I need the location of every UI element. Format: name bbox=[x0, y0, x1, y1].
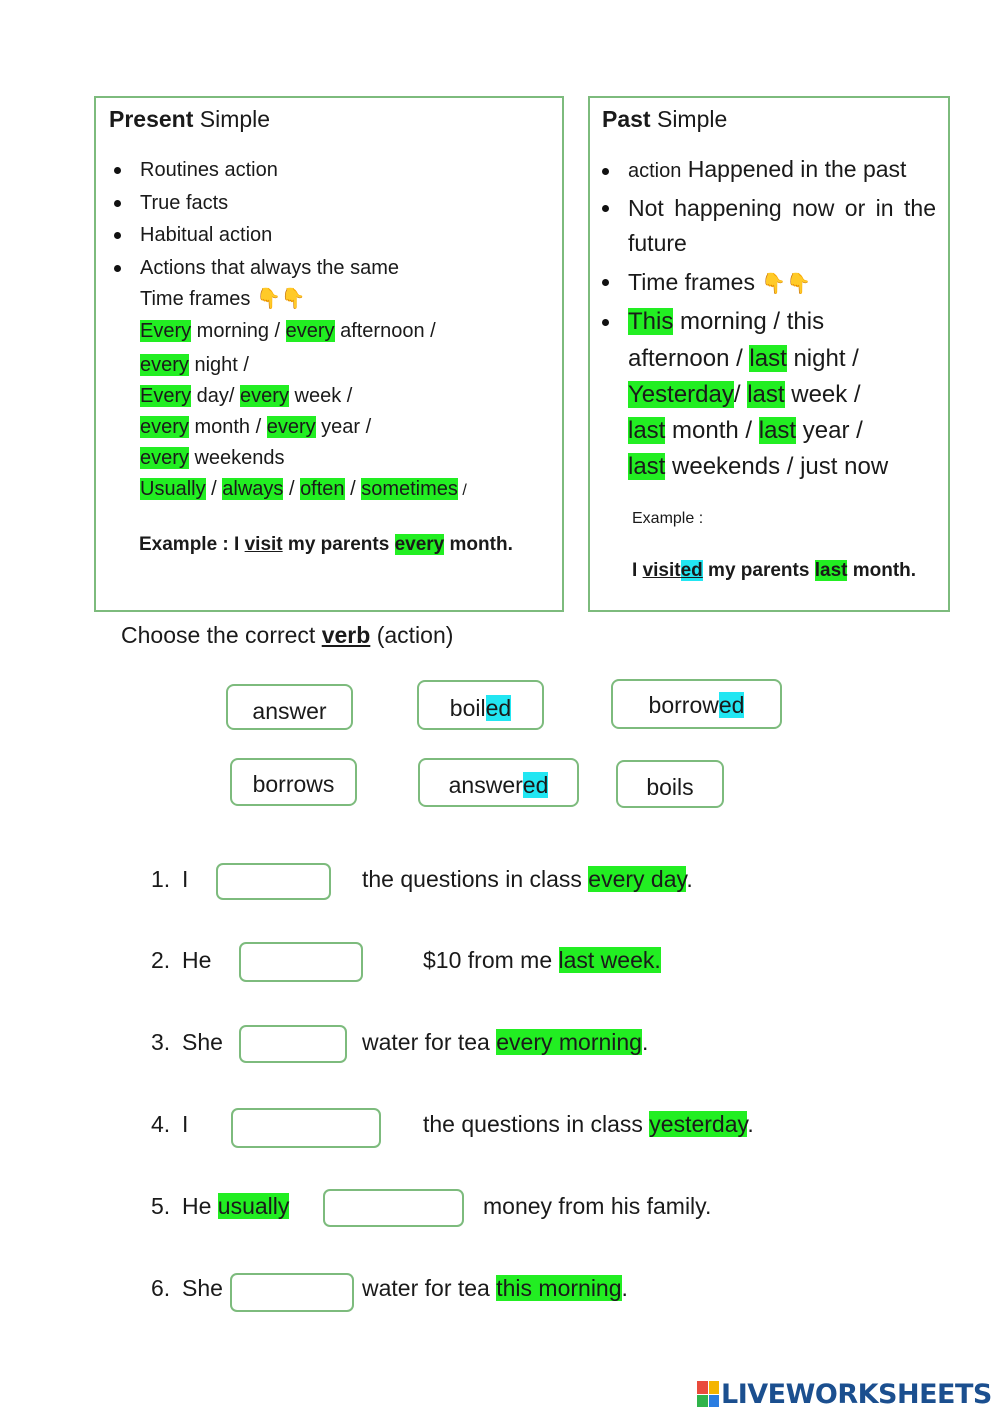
word-chip-answer[interactable]: answer bbox=[226, 684, 353, 730]
list-item: Actions that always the same bbox=[110, 254, 399, 287]
time-frames-label: Time frames bbox=[140, 288, 251, 310]
answer-input-3[interactable] bbox=[239, 1025, 347, 1063]
list-item: Not happening now or in the future bbox=[598, 191, 936, 265]
list-item: Routines action bbox=[110, 156, 399, 189]
past-example-label: Example : bbox=[632, 510, 704, 527]
past-rules-list bbox=[598, 154, 936, 341]
instruction: Choose the correct verb (action) bbox=[121, 622, 454, 648]
word-chip-boils[interactable]: boils bbox=[616, 760, 724, 808]
pointing-down-hand-icon: 👇👇 bbox=[761, 273, 812, 295]
pointing-down-hand-icon: 👇👇 bbox=[255, 288, 306, 310]
answer-input-4[interactable] bbox=[231, 1108, 381, 1148]
present-rules-list bbox=[110, 156, 399, 286]
word-chip-borrowed[interactable]: borrowed bbox=[611, 679, 782, 729]
list-item: Time frames 👇👇 bbox=[598, 265, 936, 305]
word-chip-boiled[interactable]: boiled bbox=[417, 680, 544, 730]
present-example: Example : I visit my parents every month. bbox=[139, 534, 513, 555]
present-simple-title: Present Simple bbox=[109, 106, 271, 132]
list-item: action Happened in the past bbox=[598, 154, 936, 191]
past-simple-box bbox=[588, 96, 950, 612]
answer-input-5[interactable] bbox=[323, 1189, 464, 1227]
present-time-frames: Time frames 👇👇 Every morning / every afternoon / every night / Every day/ every week / every month / every year / every weekends Usually / always / often / sometimes / bbox=[140, 288, 467, 500]
liveworksheets-logo: LIVEWORKSHEETS bbox=[697, 1376, 992, 1412]
past-time-frames: afternoon / last night / Yesterday/ last week / last month / last year / last weekends / just now bbox=[628, 345, 889, 480]
list-item: Habitual action bbox=[110, 221, 399, 254]
past-example: I visited my parents last month. bbox=[632, 560, 917, 581]
logo-mark-icon bbox=[697, 1381, 719, 1407]
answer-input-6[interactable] bbox=[230, 1273, 354, 1312]
word-chip-answered[interactable]: answered bbox=[418, 758, 579, 807]
answer-input-1[interactable] bbox=[216, 863, 331, 900]
list-item: This morning / this bbox=[598, 305, 936, 341]
word-chip-borrows[interactable]: borrows bbox=[230, 758, 357, 806]
past-simple-title: Past Simple bbox=[602, 106, 728, 132]
present-simple-box bbox=[94, 96, 564, 612]
list-item: True facts bbox=[110, 189, 399, 222]
answer-input-2[interactable] bbox=[239, 942, 363, 982]
